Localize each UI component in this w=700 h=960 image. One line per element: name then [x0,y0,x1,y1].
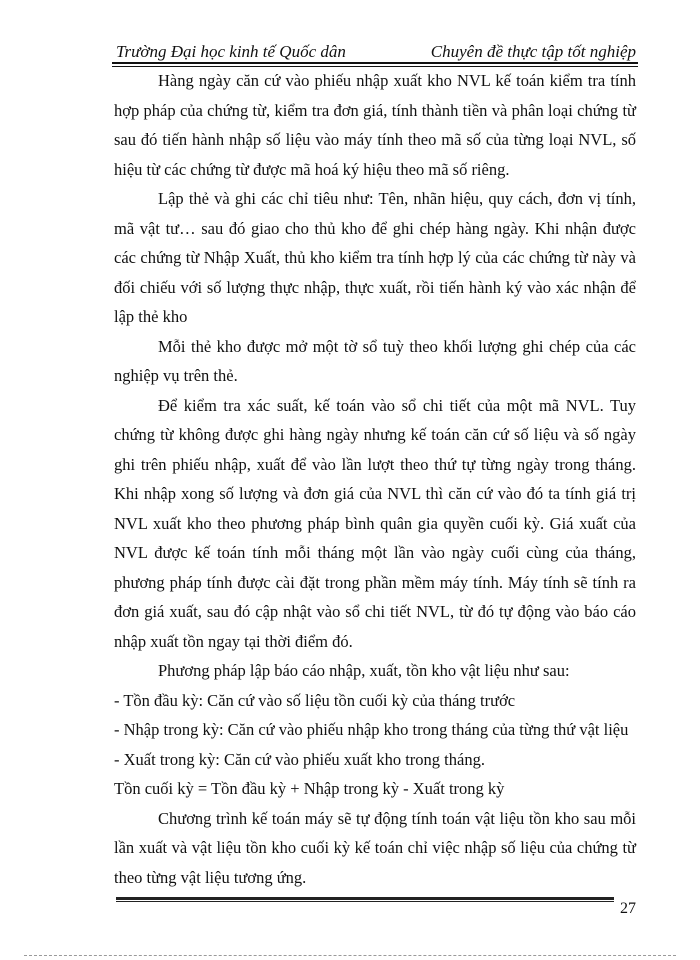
paragraph: Lập thẻ và ghi các chỉ tiêu như: Tên, nhãn hiệu, quy cách, đơn vị tính, mã vật tư… sau đó giao cho thủ kho để ghi chép hàng ngày. Khi nhận được các chứng từ Nhập Xuất, thủ kho kiểm tra tính hợp lý của các chứng từ này và đối chiếu với số lượng thực nhập, thực xuất, rồi tiến hành ký vào xác nhận để lập thẻ kho [114,189,636,326]
page-break-line [24,955,676,956]
page-body [114,66,636,892]
footer-rule-secondary [116,901,614,902]
header-document-title: Chuyên đề thực tập tốt nghiệp [430,42,636,61]
page-number: 27 [620,900,636,917]
inventory-formula: Tồn cuối kỳ = Tồn đầu kỳ + Nhập trong kỳ - Xuất trong kỳ [114,779,505,798]
footer-rule [116,897,614,900]
paragraph: Để kiểm tra xác suất, kế toán vào sổ chi tiết của một mã NVL. Tuy chứng từ không được ghi hàng ngày nhưng kế toán căn cứ số liệu và số ngày ghi trên phiếu nhập, xuất để vào lần lượt theo thứ tự từng ngày trong tháng. Khi nhập xong số lượng và đơn giá của NVL thì căn cứ vào đó ta tính giá trị NVL xuất kho theo phương pháp bình quân gia quyền cuối kỳ. Giá xuất của NVL được kế toán tính mỗi tháng một lần vào ngày cuối cùng của tháng, phương pháp tính được cài đặt trong phần mềm máy tính. Máy tính sẽ tính ra đơn giá xuất, sau đó cập nhật vào sổ chi tiết NVL, từ đó tự động vào báo cáo nhập xuất tồn ngay tại thời điểm đó. [114,395,636,651]
paragraph: Phương pháp lập báo cáo nhập, xuất, tồn kho vật liệu như sau: [158,661,570,680]
paragraph: Mỗi thẻ kho được mở một tờ sổ tuỳ theo khối lượng ghi chép của các nghiệp vụ trên thẻ. [114,336,636,385]
method-list [114,686,636,775]
page-header [116,38,636,62]
paragraph: Hàng ngày căn cứ vào phiếu nhập xuất kho NVL kế toán kiểm tra tính hợp pháp của chứng từ, kiểm tra đơn giá, tính thành tiền và phân loại chứng từ sau đó tiến hành nhập số liệu vào máy tính theo mã số của từng loại NVL, số hiệu từ các chứng từ được mã hoá ký hiệu theo mã số riêng. [114,71,636,179]
paragraph: Chương trình kế toán máy sẽ tự động tính toán vật liệu tồn kho sau mỗi lần xuất và vật liệu tồn kho cuối kỳ kế toán chỉ việc nhập số liệu của chứng từ theo từng vật liệu tương ứng. [114,808,636,887]
header-rule [112,62,638,64]
list-item: - Xuất trong kỳ: Căn cứ vào phiếu xuất kho trong tháng. [114,749,485,769]
list-item: - Nhập trong kỳ: Căn cứ vào phiếu nhập kho trong tháng của từng thứ vật liệu [114,720,629,739]
header-school-name: Trường Đại học kinh tế Quốc dân [116,42,346,61]
list-item: - Tồn đầu kỳ: Căn cứ vào số liệu tồn cuối kỳ của tháng trước [114,690,516,710]
